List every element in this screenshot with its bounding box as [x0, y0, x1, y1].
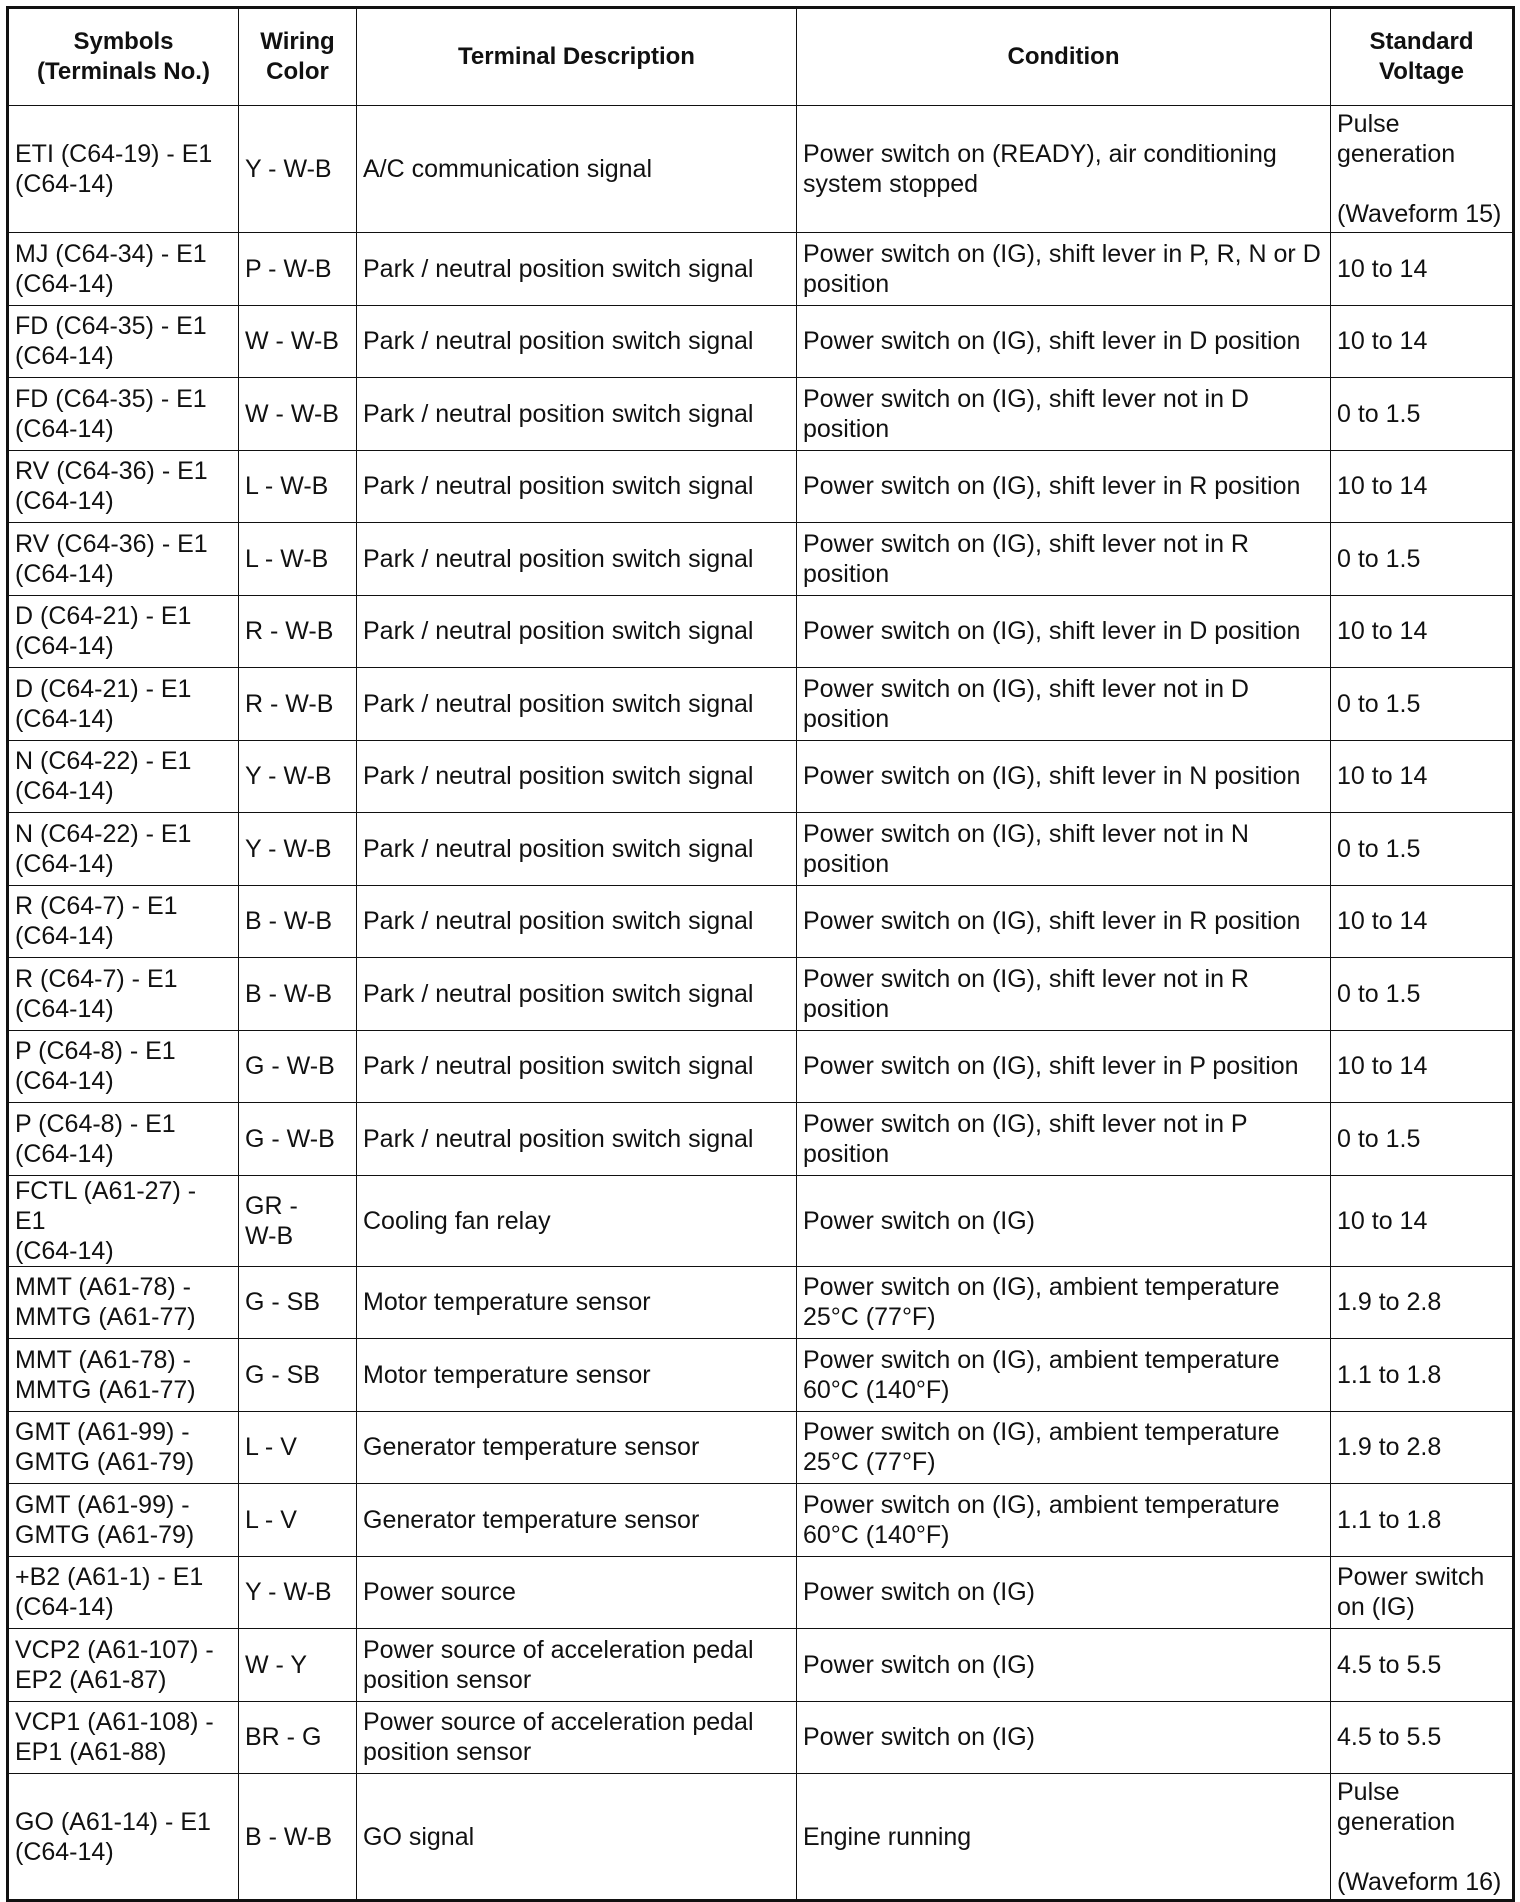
symbols-cell: ETI (C64-19) - E1 (C64-14) [8, 106, 239, 233]
table-row [8, 813, 1514, 886]
table-row [8, 378, 1514, 451]
condition-cell: Power switch on (IG) [797, 1701, 1331, 1774]
condition-cell: Power switch on (IG), shift lever not in R position [797, 523, 1331, 596]
table-row [8, 668, 1514, 741]
table-row [8, 106, 1514, 233]
terminal-description-cell: Park / neutral position switch signal [357, 450, 797, 523]
symbols-cell: D (C64-21) - E1 (C64-14) [8, 595, 239, 668]
standard-voltage-cell: 10 to 14 [1331, 740, 1514, 813]
terminal-description-cell: Park / neutral position switch signal [357, 958, 797, 1031]
terminal-description-cell: Park / neutral position switch signal [357, 1103, 797, 1176]
terminal-description-cell: Motor temperature sensor [357, 1266, 797, 1339]
symbols-cell: N (C64-22) - E1 (C64-14) [8, 813, 239, 886]
wiring-color-cell: B - W-B [239, 1774, 357, 1901]
symbols-cell: MMT (A61-78) - MMTG (A61-77) [8, 1339, 239, 1412]
terminal-description-cell: Motor temperature sensor [357, 1339, 797, 1412]
condition-cell: Power switch on (IG), shift lever not in D position [797, 378, 1331, 451]
symbols-cell: MMT (A61-78) - MMTG (A61-77) [8, 1266, 239, 1339]
condition-cell: Power switch on (IG) [797, 1556, 1331, 1629]
table-row [8, 740, 1514, 813]
table-row [8, 1103, 1514, 1176]
standard-voltage-cell: 10 to 14 [1331, 885, 1514, 958]
table-row [8, 958, 1514, 1031]
condition-cell: Power switch on (IG), ambient temperature 25°C (77°F) [797, 1411, 1331, 1484]
table-body [8, 106, 1514, 1901]
wiring-color-cell: R - W-B [239, 668, 357, 741]
symbols-cell: VCP1 (A61-108) - EP1 (A61-88) [8, 1701, 239, 1774]
terminal-description-cell: Park / neutral position switch signal [357, 668, 797, 741]
condition-cell: Power switch on (IG), ambient temperature 60°C (140°F) [797, 1484, 1331, 1557]
standard-voltage-cell: Pulse generation (Waveform 16) [1331, 1774, 1514, 1901]
symbols-cell: FCTL (A61-27) - E1 (C64-14) [8, 1175, 239, 1266]
standard-voltage-cell: 1.9 to 2.8 [1331, 1266, 1514, 1339]
terminal-voltage-table [6, 6, 1515, 1902]
terminal-description-cell: Park / neutral position switch signal [357, 523, 797, 596]
table-row [8, 1701, 1514, 1774]
terminal-description-cell: Park / neutral position switch signal [357, 233, 797, 306]
standard-voltage-cell: 1.1 to 1.8 [1331, 1484, 1514, 1557]
terminal-description-cell: GO signal [357, 1774, 797, 1901]
terminal-description-cell: Cooling fan relay [357, 1175, 797, 1266]
terminal-description-cell: Park / neutral position switch signal [357, 813, 797, 886]
condition-cell: Power switch on (IG), shift lever in R position [797, 885, 1331, 958]
standard-voltage-cell: 10 to 14 [1331, 305, 1514, 378]
standard-voltage-cell: 0 to 1.5 [1331, 958, 1514, 1031]
table-row [8, 1484, 1514, 1557]
standard-voltage-cell: 10 to 14 [1331, 595, 1514, 668]
header-wiring-color: Wiring Color [239, 8, 357, 106]
symbols-cell: FD (C64-35) - E1 (C64-14) [8, 378, 239, 451]
symbols-cell: VCP2 (A61-107) - EP2 (A61-87) [8, 1629, 239, 1702]
symbols-cell: GMT (A61-99) - GMTG (A61-79) [8, 1411, 239, 1484]
standard-voltage-cell: 0 to 1.5 [1331, 523, 1514, 596]
wiring-color-cell: W - W-B [239, 305, 357, 378]
symbols-cell: D (C64-21) - E1 (C64-14) [8, 668, 239, 741]
terminal-description-cell: Park / neutral position switch signal [357, 1030, 797, 1103]
standard-voltage-cell: 0 to 1.5 [1331, 668, 1514, 741]
condition-cell: Power switch on (IG), ambient temperature 25°C (77°F) [797, 1266, 1331, 1339]
table-row [8, 1266, 1514, 1339]
terminal-description-cell: Power source of acceleration pedal position sensor [357, 1701, 797, 1774]
standard-voltage-cell: Pulse generation (Waveform 15) [1331, 106, 1514, 233]
standard-voltage-cell: 4.5 to 5.5 [1331, 1629, 1514, 1702]
symbols-cell: +B2 (A61-1) - E1 (C64-14) [8, 1556, 239, 1629]
standard-voltage-cell: 1.1 to 1.8 [1331, 1339, 1514, 1412]
symbols-cell: GO (A61-14) - E1 (C64-14) [8, 1774, 239, 1901]
wiring-color-cell: G - SB [239, 1339, 357, 1412]
standard-voltage-cell: 10 to 14 [1331, 1175, 1514, 1266]
header-terminal-description: Terminal Description [357, 8, 797, 106]
standard-voltage-cell: 4.5 to 5.5 [1331, 1701, 1514, 1774]
terminal-description-cell: Generator temperature sensor [357, 1484, 797, 1557]
terminal-description-cell: Power source of acceleration pedal position sensor [357, 1629, 797, 1702]
condition-cell: Power switch on (IG) [797, 1629, 1331, 1702]
standard-voltage-cell: 10 to 14 [1331, 1030, 1514, 1103]
wiring-color-cell: W - Y [239, 1629, 357, 1702]
symbols-cell: GMT (A61-99) - GMTG (A61-79) [8, 1484, 239, 1557]
wiring-color-cell: L - W-B [239, 523, 357, 596]
wiring-color-cell: Y - W-B [239, 740, 357, 813]
symbols-cell: MJ (C64-34) - E1 (C64-14) [8, 233, 239, 306]
standard-voltage-cell: 0 to 1.5 [1331, 813, 1514, 886]
terminal-description-cell: A/C communication signal [357, 106, 797, 233]
terminal-description-cell: Park / neutral position switch signal [357, 885, 797, 958]
wiring-color-cell: B - W-B [239, 958, 357, 1031]
condition-cell: Power switch on (IG) [797, 1175, 1331, 1266]
header-condition: Condition [797, 8, 1331, 106]
wiring-color-cell: L - V [239, 1411, 357, 1484]
condition-cell: Power switch on (IG), shift lever in D position [797, 305, 1331, 378]
condition-cell: Power switch on (IG), shift lever in P position [797, 1030, 1331, 1103]
wiring-color-cell: P - W-B [239, 233, 357, 306]
table-row [8, 305, 1514, 378]
wiring-color-cell: GR - W-B [239, 1175, 357, 1266]
condition-cell: Engine running [797, 1774, 1331, 1901]
condition-cell: Power switch on (IG), shift lever not in R position [797, 958, 1331, 1031]
terminal-table-sheet [6, 6, 1512, 1902]
wiring-color-cell: BR - G [239, 1701, 357, 1774]
condition-cell: Power switch on (READY), air conditioning system stopped [797, 106, 1331, 233]
wiring-color-cell: W - W-B [239, 378, 357, 451]
symbols-cell: FD (C64-35) - E1 (C64-14) [8, 305, 239, 378]
terminal-description-cell: Park / neutral position switch signal [357, 595, 797, 668]
symbols-cell: N (C64-22) - E1 (C64-14) [8, 740, 239, 813]
symbols-cell: RV (C64-36) - E1 (C64-14) [8, 450, 239, 523]
wiring-color-cell: G - W-B [239, 1030, 357, 1103]
table-row [8, 450, 1514, 523]
table-row [8, 1411, 1514, 1484]
table-row [8, 1339, 1514, 1412]
symbols-cell: RV (C64-36) - E1 (C64-14) [8, 523, 239, 596]
symbols-cell: R (C64-7) - E1 (C64-14) [8, 958, 239, 1031]
standard-voltage-cell: 1.9 to 2.8 [1331, 1411, 1514, 1484]
condition-cell: Power switch on (IG), shift lever not in P position [797, 1103, 1331, 1176]
condition-cell: Power switch on (IG), shift lever in D position [797, 595, 1331, 668]
table-row [8, 885, 1514, 958]
table-row [8, 1175, 1514, 1266]
symbols-cell: R (C64-7) - E1 (C64-14) [8, 885, 239, 958]
header-standard-voltage: Standard Voltage [1331, 8, 1514, 106]
standard-voltage-cell: Power switch on (IG) [1331, 1556, 1514, 1629]
symbols-cell: P (C64-8) - E1 (C64-14) [8, 1103, 239, 1176]
wiring-color-cell: Y - W-B [239, 106, 357, 233]
condition-cell: Power switch on (IG), shift lever in R position [797, 450, 1331, 523]
condition-cell: Power switch on (IG), shift lever in N position [797, 740, 1331, 813]
terminal-description-cell: Power source [357, 1556, 797, 1629]
header-symbols: Symbols (Terminals No.) [8, 8, 239, 106]
table-row [8, 1030, 1514, 1103]
wiring-color-cell: R - W-B [239, 595, 357, 668]
condition-cell: Power switch on (IG), shift lever in P, R, N or D position [797, 233, 1331, 306]
wiring-color-cell: L - V [239, 1484, 357, 1557]
terminal-description-cell: Generator temperature sensor [357, 1411, 797, 1484]
table-row [8, 1629, 1514, 1702]
standard-voltage-cell: 10 to 14 [1331, 233, 1514, 306]
wiring-color-cell: Y - W-B [239, 813, 357, 886]
condition-cell: Power switch on (IG), ambient temperature 60°C (140°F) [797, 1339, 1331, 1412]
table-row [8, 233, 1514, 306]
wiring-color-cell: B - W-B [239, 885, 357, 958]
condition-cell: Power switch on (IG), shift lever not in D position [797, 668, 1331, 741]
symbols-cell: P (C64-8) - E1 (C64-14) [8, 1030, 239, 1103]
wiring-color-cell: L - W-B [239, 450, 357, 523]
table-row [8, 1556, 1514, 1629]
standard-voltage-cell: 10 to 14 [1331, 450, 1514, 523]
wiring-color-cell: G - SB [239, 1266, 357, 1339]
header-row [8, 8, 1514, 106]
terminal-description-cell: Park / neutral position switch signal [357, 378, 797, 451]
condition-cell: Power switch on (IG), shift lever not in N position [797, 813, 1331, 886]
terminal-description-cell: Park / neutral position switch signal [357, 305, 797, 378]
table-row [8, 523, 1514, 596]
table-row [8, 595, 1514, 668]
wiring-color-cell: G - W-B [239, 1103, 357, 1176]
standard-voltage-cell: 0 to 1.5 [1331, 1103, 1514, 1176]
terminal-description-cell: Park / neutral position switch signal [357, 740, 797, 813]
wiring-color-cell: Y - W-B [239, 1556, 357, 1629]
table-row [8, 1774, 1514, 1901]
standard-voltage-cell: 0 to 1.5 [1331, 378, 1514, 451]
